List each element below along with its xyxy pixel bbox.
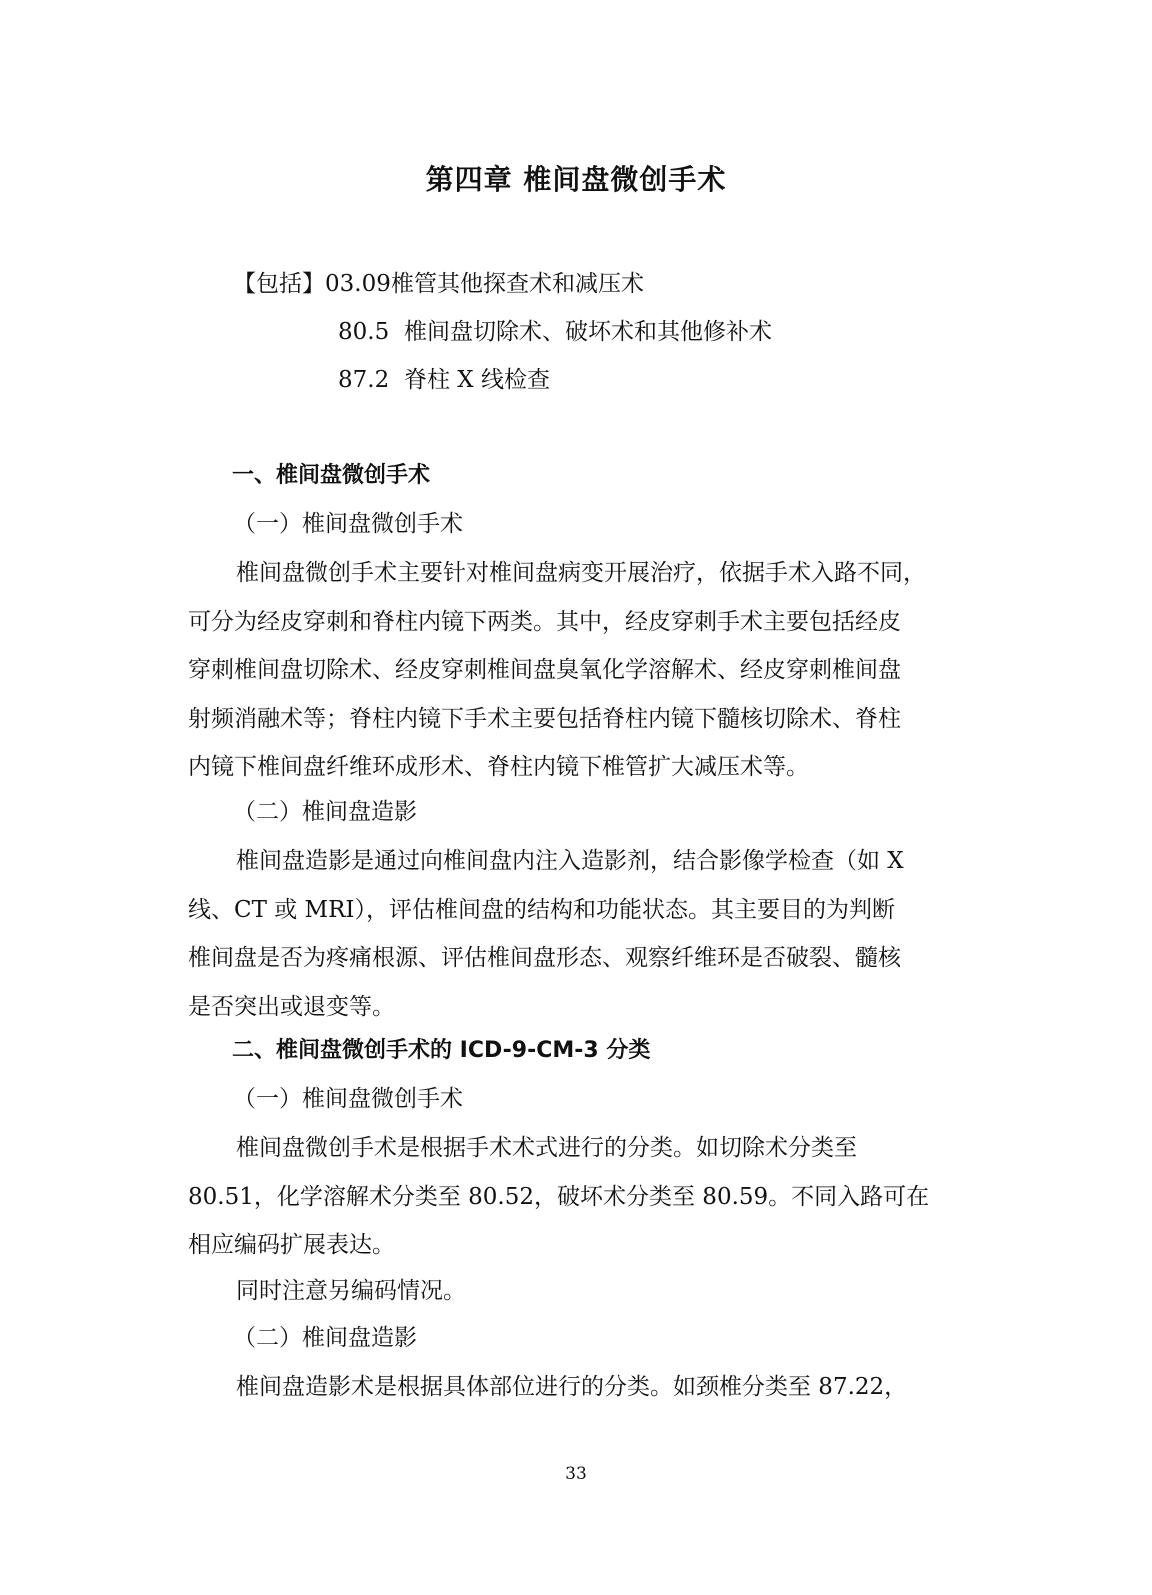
paragraph-line: 80.51，化学溶解术分类至 80.52，破坏术分类至 80.59。不同入路可在 [188,1183,930,1210]
includes-code: 80.5 [338,319,390,345]
includes-row-3 [338,358,550,402]
subsection-heading: （一）椎间盘微创手术 [233,1086,463,1112]
paragraph [188,1124,950,1270]
includes-code: 87.2 [338,367,390,393]
paragraph-line: 相应编码扩展表达。 [188,1232,395,1258]
paragraph-line: 是否突出或退变等。 [188,993,395,1020]
includes-text: 椎间盘切除术、破坏术和其他修补术 [404,319,772,345]
paragraph [188,549,950,792]
includes-row-2 [338,310,772,354]
includes-code: 03.09 [325,271,391,297]
subsection-heading: （二）椎间盘造影 [233,799,417,825]
paragraph-line: 椎间盘造影是通过向椎间盘内注入造影剂，结合影像学检查（如 X [236,848,904,874]
includes-text: 脊柱 X 线检查 [404,367,550,393]
paragraph-line: 椎间盘造影术是根据具体部位进行的分类。如颈椎分类至 87.22， [236,1374,908,1400]
paragraph [188,1363,950,1412]
paragraph-line: 穿刺椎间盘切除术、经皮穿刺椎间盘臭氧化学溶解术、经皮穿刺椎间盘 [188,657,901,683]
paragraph-line: 椎间盘微创手术主要针对椎间盘病变开展治疗，依据手术入路不同， [236,560,926,586]
section-heading-1: 一、椎间盘微创手术 [232,463,431,488]
paragraph-line: 射频消融术等；脊柱内镜下手术主要包括脊柱内镜下髓核切除术、脊柱 [188,705,901,732]
chapter-title: 第四章 椎间盘微创手术 [425,163,727,196]
page-number: 33 [565,1464,587,1484]
paragraph-line: 椎间盘微创手术是根据手术术式进行的分类。如切除术分类至 [236,1135,857,1161]
includes-text: 椎管其他探查术和减压术 [391,271,644,297]
paragraph-line: 可分为经皮穿刺和脊柱内镜下两类。其中，经皮穿刺手术主要包括经皮 [188,608,901,635]
subsection-heading: （二）椎间盘造影 [233,1325,417,1351]
subsection-heading: （一）椎间盘微创手术 [233,511,463,537]
includes-label: 【包括】 [233,271,325,297]
paragraph-line: 椎间盘是否为疼痛根源、评估椎间盘形态、观察纤维环是否破裂、髓核 [188,945,901,971]
note-line: 同时注意另编码情况。 [236,1278,466,1304]
includes-row-1 [233,262,644,306]
paragraph-line: 线、CT 或 MRI），评估椎间盘的结构和功能状态。其主要目的为判断 [188,896,896,923]
paragraph [188,837,950,1031]
paragraph-line: 内镜下椎间盘纤维环成形术、脊柱内镜下椎管扩大减压术等。 [188,754,809,780]
section-heading-2: 二、椎间盘微创手术的 ICD-9-CM-3 分类 [232,1038,651,1063]
